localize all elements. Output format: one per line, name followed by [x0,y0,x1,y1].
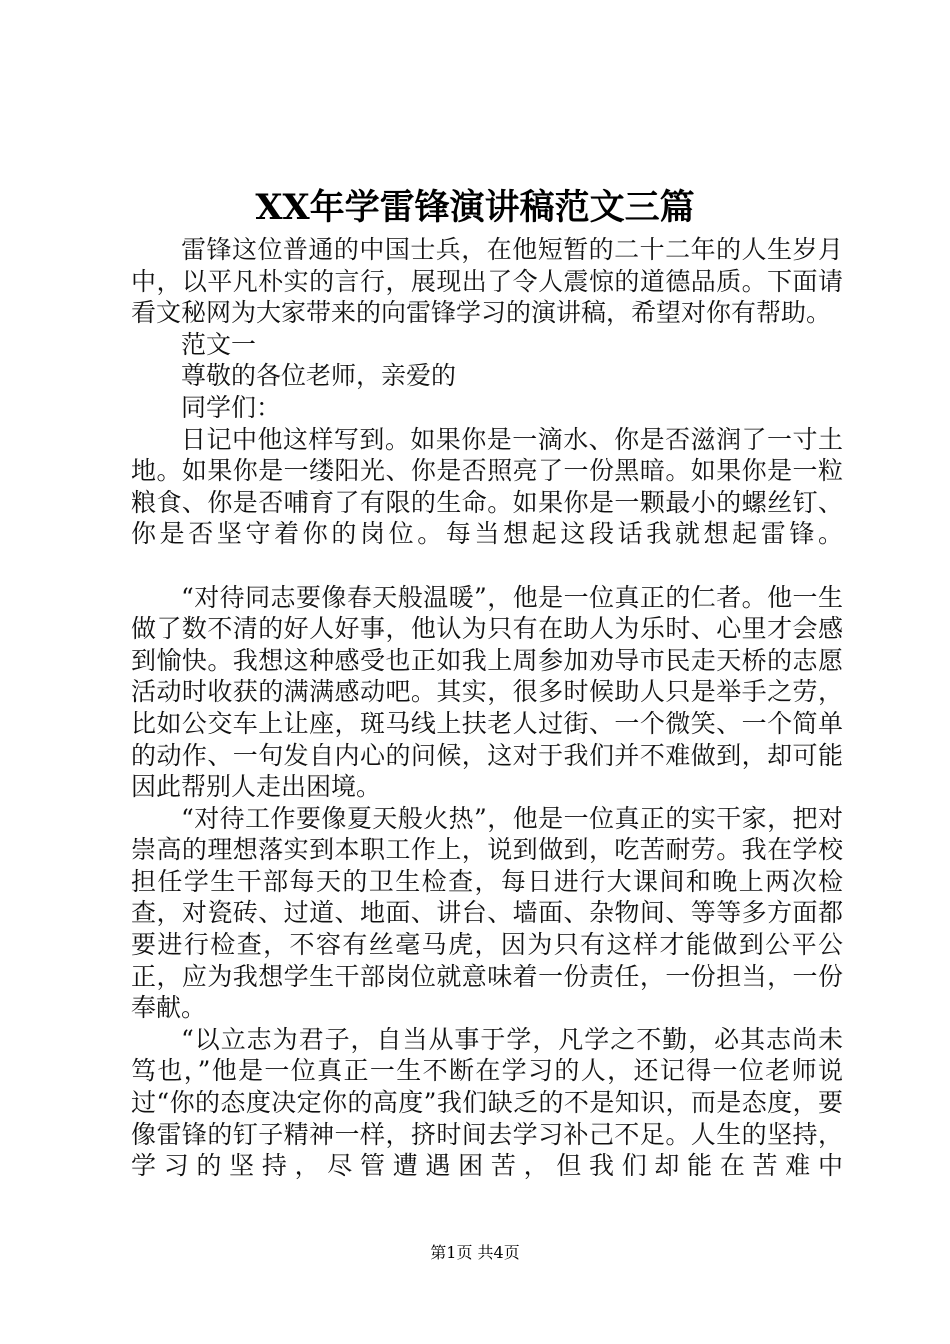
page-footer: 第1页 共4页 [430,1243,520,1262]
document-body [131,234,843,1182]
intro-paragraph: 雷锋这位普通的中国士兵，在他短暂的二十二年的人生岁月中，以平凡朴实的言行，展现出了令人震惊的道德品质。下面请看文秘网为大家带来的向雷锋学习的演讲稿，希望对你有帮助。 [131,235,843,328]
salutation-line: 同学们： [181,392,282,422]
salutation-line: 尊敬的各位老师，亲爱的 [181,361,457,391]
section-heading: 范文一 [181,329,257,359]
document-title: XX年学雷锋演讲稿范文三篇 [255,187,695,228]
body-paragraph: “对待同志要像春天般温暖”，他是一位真正的仁者。他一生做了数不清的好人好事，他认为只有在助人为乐时、心里才会感到愉快。我想这种感受也正如我上周参加劝导市民走天桥的志愿活动时收获的满满感动吧。其实，很多时候助人只是举手之劳，比如公交车上让座，斑马线上扶老人过街、一个微笑、一个简单的动作、一句发自内心的问候，这对于我们并不难做到，却可能因此帮别人走出困境。 [131,582,843,802]
body-paragraph: “以立志为君子，自当从事于学，凡学之不勤，必其志尚未笃也，”他是一位真正一生不断在学习的人，还记得一位老师说过“你的态度决定你的高度”我们缺乏的不是知识，而是态度，要像雷锋的钉子精神一样，挤时间去学习补己不足。人生的坚持，学习的坚持，尽管遭遇困苦，但我们却能在苦难中 [131,1024,843,1181]
body-paragraph: 日记中他这样写到。如果你是一滴水、你是否滋润了一寸土地。如果你是一缕阳光、你是否照亮了一份黑暗。如果你是一粒粮食、你是否哺育了有限的生命。如果你是一颗最小的螺丝钉、你是否坚守着你的岗位。每当想起这段话我就想起雷锋。 [131,424,843,549]
body-paragraph: “对待工作要像夏天般火热”，他是一位真正的实干家，把对崇高的理想落实到本职工作上，说到做到，吃苦耐劳。我在学校担任学生干部每天的卫生检查，每日进行大课间和晚上两次检查，对瓷砖、过道、地面、讲台、墙面、杂物间、等等多方面都要进行检查，不容有丝毫马虎，因为只有这样才能做到公平公正，应为我想学生干部岗位就意味着一份责任，一份担当，一份奉献。 [131,803,843,1023]
